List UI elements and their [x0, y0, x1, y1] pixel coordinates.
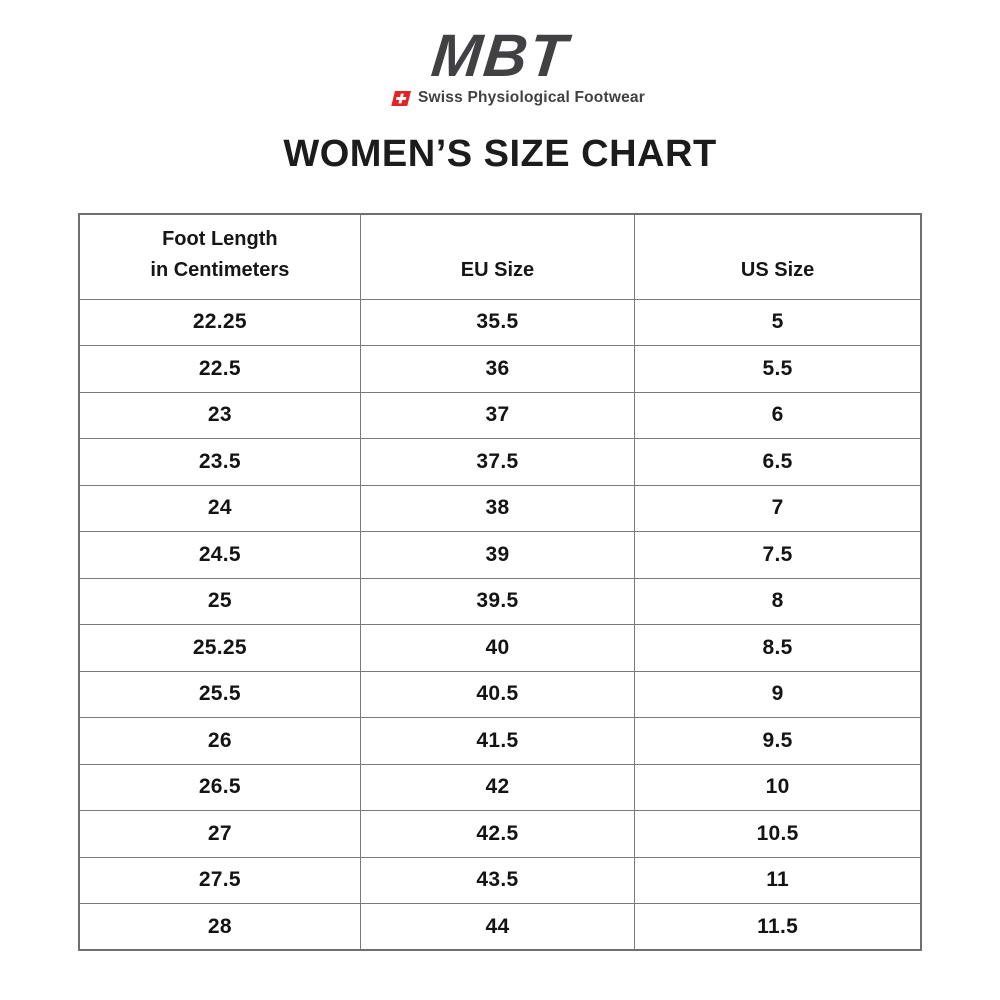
cell-us-size: 7 — [635, 485, 921, 532]
cell-us-size: 8.5 — [635, 625, 921, 672]
column-header-us-size — [635, 214, 921, 299]
cell-eu-size: 42.5 — [360, 811, 634, 858]
cell-us-size: 6.5 — [635, 439, 921, 486]
table-row — [79, 346, 921, 393]
table-row — [79, 392, 921, 439]
cell-eu-size: 35.5 — [360, 299, 634, 346]
column-header-eu-size — [360, 214, 634, 299]
table-row — [79, 718, 921, 765]
column-header-foot-length-line1: Foot Length — [162, 227, 278, 250]
table-row — [79, 857, 921, 904]
cell-eu-size: 40.5 — [360, 671, 634, 718]
size-chart-table — [78, 213, 922, 951]
cell-eu-size: 41.5 — [360, 718, 634, 765]
cell-us-size: 9 — [635, 671, 921, 718]
cell-foot-length: 23 — [79, 392, 360, 439]
cell-eu-size: 43.5 — [360, 857, 634, 904]
cell-us-size: 7.5 — [635, 532, 921, 579]
cell-eu-size: 40 — [360, 625, 634, 672]
table-header-row — [79, 214, 921, 299]
cell-eu-size: 38 — [360, 485, 634, 532]
cell-eu-size: 36 — [360, 346, 634, 393]
cell-eu-size: 37.5 — [360, 439, 634, 486]
column-header-eu-size-label: EU Size — [460, 258, 535, 281]
cell-foot-length: 22.25 — [79, 299, 360, 346]
cell-us-size: 6 — [635, 392, 921, 439]
brand-wordmark: MBT — [428, 22, 572, 89]
cell-foot-length: 22.5 — [79, 346, 360, 393]
table-row — [79, 811, 921, 858]
brand-tagline — [391, 89, 645, 107]
table-row — [79, 532, 921, 579]
cell-eu-size: 37 — [360, 392, 634, 439]
swiss-flag-icon — [391, 91, 413, 106]
table-row — [79, 625, 921, 672]
cell-foot-length: 24.5 — [79, 532, 360, 579]
table-row — [79, 299, 921, 346]
column-header-foot-length-line2: in Centimeters — [150, 258, 290, 281]
cell-foot-length: 23.5 — [79, 439, 360, 486]
cell-us-size: 5.5 — [635, 346, 921, 393]
cell-foot-length: 27.5 — [79, 857, 360, 904]
cell-eu-size: 39.5 — [360, 578, 634, 625]
cell-us-size: 9.5 — [635, 718, 921, 765]
cell-us-size: 10.5 — [635, 811, 921, 858]
cell-eu-size: 39 — [360, 532, 634, 579]
table-row — [79, 764, 921, 811]
cell-foot-length: 25.25 — [79, 625, 360, 672]
table-row — [79, 439, 921, 486]
cell-us-size: 8 — [635, 578, 921, 625]
page-title: WOMEN’S SIZE CHART — [283, 133, 717, 175]
cell-us-size: 5 — [635, 299, 921, 346]
cell-foot-length: 26 — [79, 718, 360, 765]
cell-us-size: 11.5 — [635, 904, 921, 951]
column-header-us-size-label: US Size — [740, 258, 815, 281]
table-row — [79, 904, 921, 951]
cell-foot-length: 24 — [79, 485, 360, 532]
cell-foot-length: 28 — [79, 904, 360, 951]
table-row — [79, 671, 921, 718]
table-row — [79, 485, 921, 532]
cell-us-size: 11 — [635, 857, 921, 904]
cell-eu-size: 44 — [360, 904, 634, 951]
cell-foot-length: 25.5 — [79, 671, 360, 718]
cell-foot-length: 25 — [79, 578, 360, 625]
cell-foot-length: 26.5 — [79, 764, 360, 811]
table-row — [79, 578, 921, 625]
brand-tagline-text: Swiss Physiological Footwear — [418, 89, 645, 106]
cell-us-size: 10 — [635, 764, 921, 811]
column-header-foot-length — [79, 214, 360, 299]
cell-foot-length: 27 — [79, 811, 360, 858]
brand-logo — [385, 22, 645, 107]
cell-eu-size: 42 — [360, 764, 634, 811]
